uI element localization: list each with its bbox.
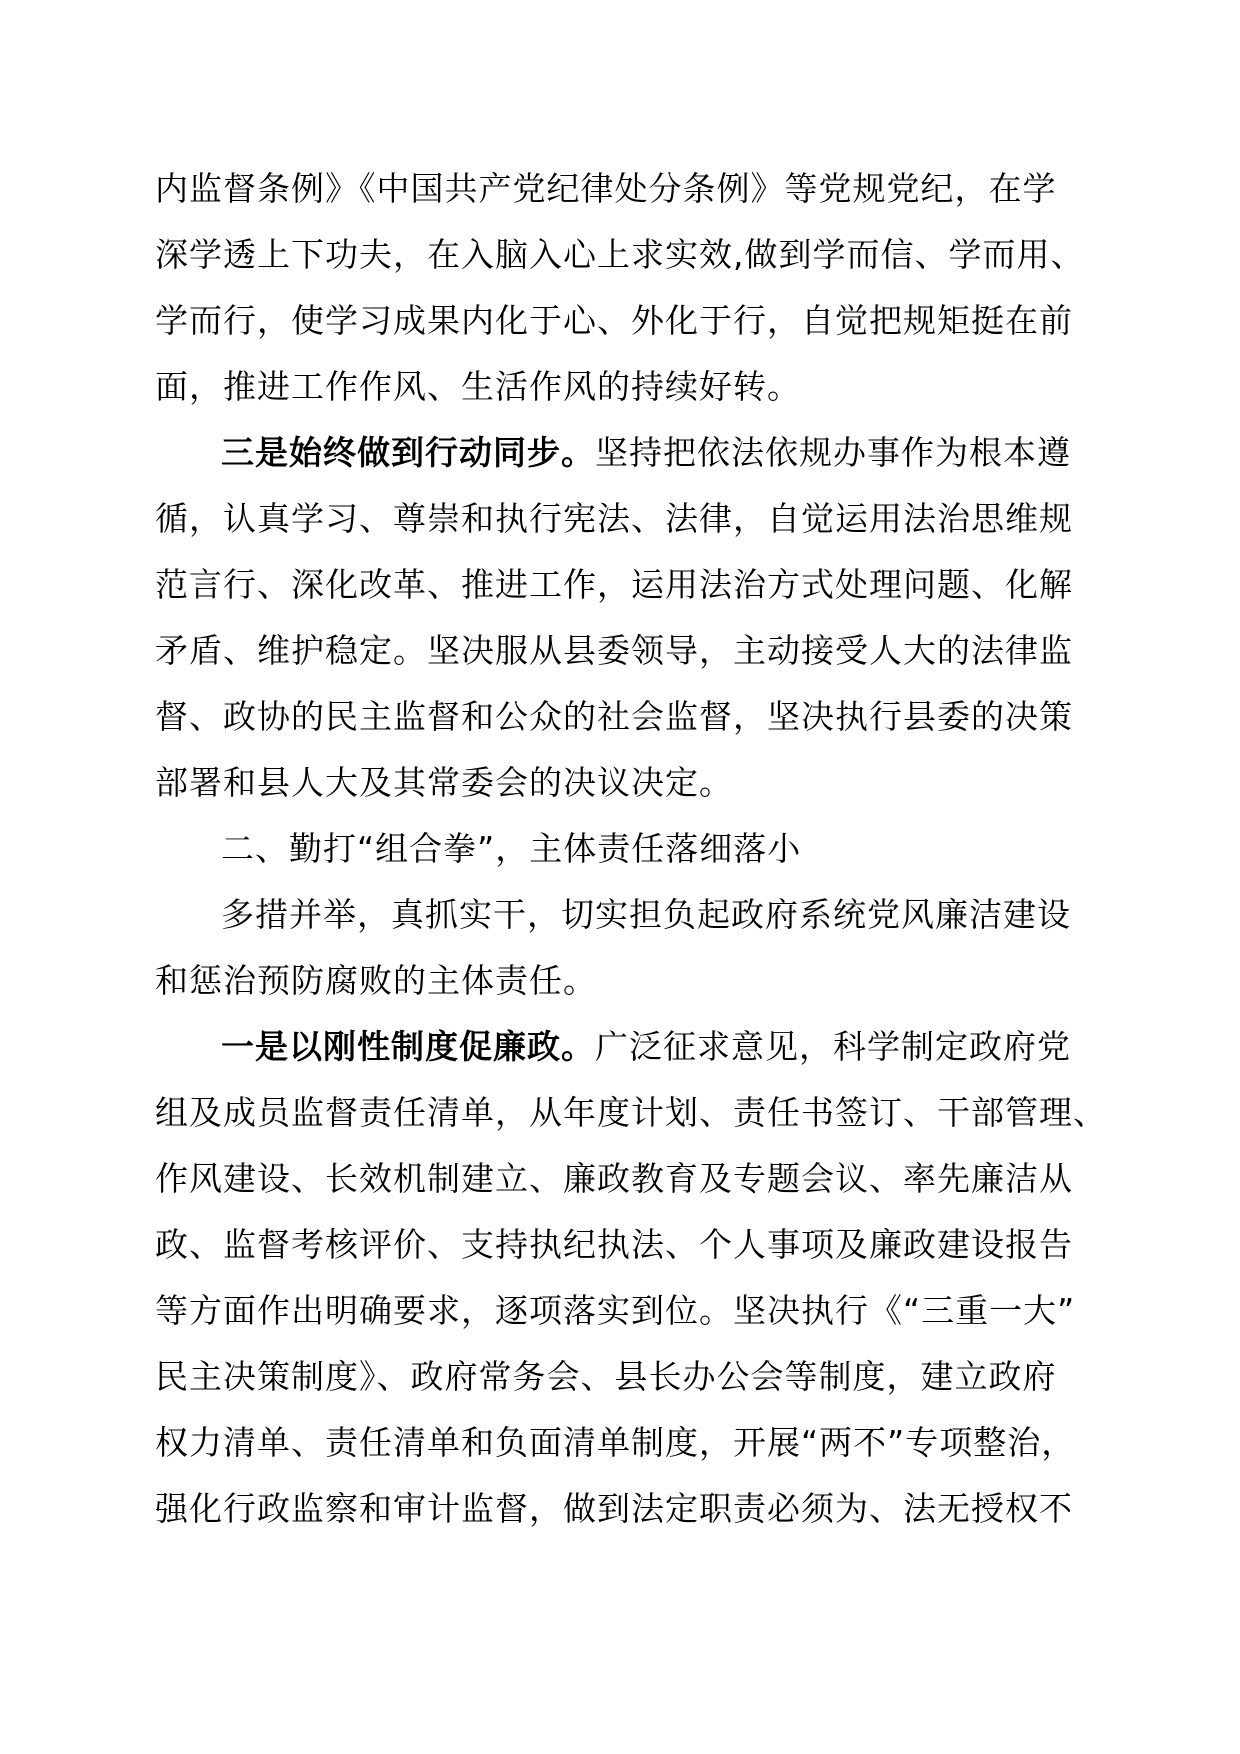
paragraph-text: 广泛征求意见，科学制定政府党 (595, 1027, 1071, 1066)
paragraph-first-line (221, 1014, 1095, 1080)
text-line: 部署和县人大及其常委会的决议决定。 (155, 763, 733, 802)
text-line: 民主决策制度》、政府常务会、县长办公会等制度，建立政府 (155, 1357, 1057, 1396)
text-line: 多措并举，真抓实干，切实担负起政府系统党风廉洁建设 (221, 895, 1071, 934)
text-line: 等方面作出明确要求，逐项落实到位。坚决执行《“三重一大” (155, 1291, 1076, 1330)
text-line: 面，推进工作作风、生活作风的持续好转。 (155, 367, 801, 406)
text-line: 强化行政监察和审计监督，做到法定职责必须为、法无授权不 (155, 1489, 1073, 1528)
section-heading: 二、勤打“组合拳”，主体责任落细落小 (221, 829, 802, 868)
text-line: 督、政协的民主监督和公众的社会监督，坚决执行县委的决策 (155, 697, 1073, 736)
text-line: 政、监督考核评价、支持执纪执法、个人事项及廉政建设报告 (155, 1225, 1073, 1264)
paragraph-heading: 三是始终做到行动同步。 (221, 433, 595, 472)
text-line: 循，认真学习、尊崇和执行宪法、法律，自觉运用法治思维规 (155, 499, 1073, 538)
text-line: 和惩治预防腐败的主体责任。 (155, 961, 597, 1000)
text-line: 深学透上下功夫，在入脑入心上求实效,做到学而信、学而用、 (155, 235, 1085, 274)
text-line: 组及成员监督责任清单，从年度计划、责任书签订、干部管理、 (155, 1093, 1107, 1132)
text-line: 学而行，使学习成果内化于心、外化于行，自觉把规矩挺在前 (155, 301, 1073, 340)
paragraph-first-line (221, 420, 1095, 486)
text-line: 范言行、深化改革、推进工作，运用法治方式处理问题、化解 (155, 565, 1073, 604)
paragraph-text: 坚持把依法依规办事作为根本遵 (595, 433, 1071, 472)
paragraph-heading: 一是以刚性制度促廉政。 (221, 1027, 595, 1066)
text-line: 作风建设、长效机制建立、廉政教育及专题会议、率先廉洁从 (155, 1159, 1073, 1198)
text-line: 权力清单、责任清单和负面清单制度，开展“两不”专项整治， (155, 1423, 1076, 1462)
text-line: 矛盾、维护稳定。坚决服从县委领导，主动接受人大的法律监 (155, 631, 1073, 670)
text-line: 内监督条例》《中国共产党纪律处分条例》等党规党纪，在学 (155, 169, 1057, 208)
